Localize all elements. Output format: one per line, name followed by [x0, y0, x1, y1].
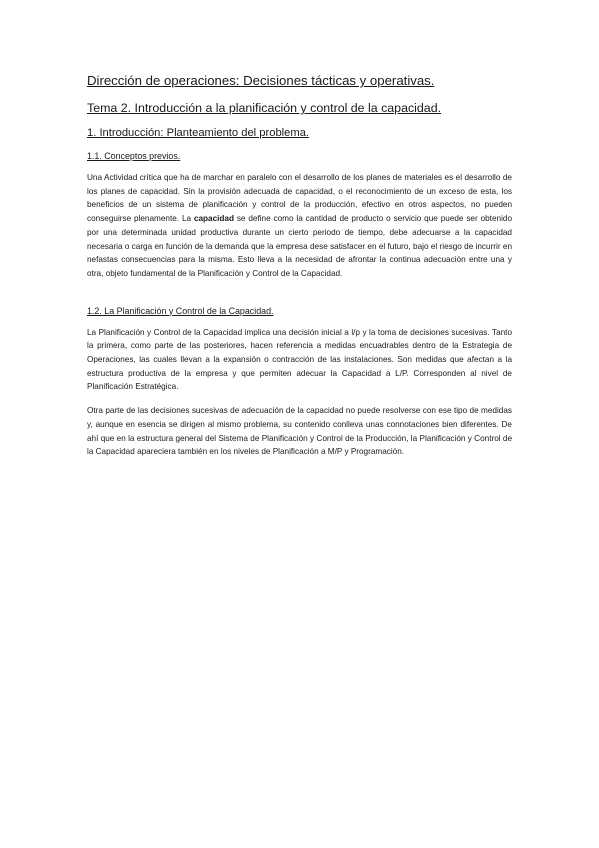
paragraph-planificacion-1: La Planificación y Control de la Capacidad implica una decisión inicial a l/p y la toma de decisiones sucesivas. Tanto la primera, como parte de las posteriores, hacen referencia a medidas encuadrables dentro de la Estrategia de Operaciones, las cuales llevan a la expansión o contracción de las instalaciones. Son medidas que afectan a la estructura productiva de la empresa y que permiten adecuar la Capacidad a L/P. Corresponden al nivel de Planificación Estratégica. — [87, 327, 512, 392]
spacer — [87, 291, 512, 305]
paragraph-text: se define como la cantidad de producto o servicio que puede ser obtenido por una determinada unidad productiva durante un cierto periodo de tiempo, debe adecuarse a la capacidad necesaria o carga en función de la demanda que la empresa dese satisfacer en el futuro, bajo el riesgo de incurrir en nefastas consecuencias para la misma. Esto lleva a la necesidad de afrontar la continua adecuación entre una y otra, objeto fundamental de la Planificación y Control de la Capacidad. — [87, 214, 512, 278]
subsection-1-1-heading: 1.1. Conceptos previos. — [87, 151, 181, 161]
section-1-heading: 1. Introducción: Planteamiento del problema. — [87, 127, 310, 139]
bold-term-capacidad: capacidad — [193, 214, 234, 224]
topic-heading: Tema 2. Introducción a la planificación y control de la capacidad. — [87, 101, 442, 115]
paragraph-planificacion-2: Otra parte de las decisiones sucesivas de adecuación de la capacidad no puede resolverse con ese tipo de medidas y, aunque en esencia se dirigen al mismo problema, su contenido conlleva unas connotaciones bien diferentes. De ahí que en la estructura general del Sistema de Planificación y Control de la Producción, la Planificación y Control de la Capacidad apareciera también en los niveles de Planificación a M/P y Programación. — [87, 406, 512, 457]
paragraph-conceptos-previos — [87, 171, 512, 281]
subsection-1-2-heading: 1.2. La Planificación y Control de la Capacidad. — [87, 305, 274, 316]
paragraph-text: Una Actividad crítica que ha de marchar en paralelo con el desarrollo de los planes de materiales es el desarrollo de los planes de capacidad. Sin la provisión adecuada de capacidad, o el reconocimiento de un exceso de esta, los beneficios de un sistema de planificación y control de la producción, efectivo en otros aspectos, no pueden conseguirse plenamente. La — [87, 173, 512, 224]
document-body — [87, 72, 512, 469]
document-title: Dirección de operaciones: Decisiones tácticas y operativas. — [87, 73, 435, 88]
